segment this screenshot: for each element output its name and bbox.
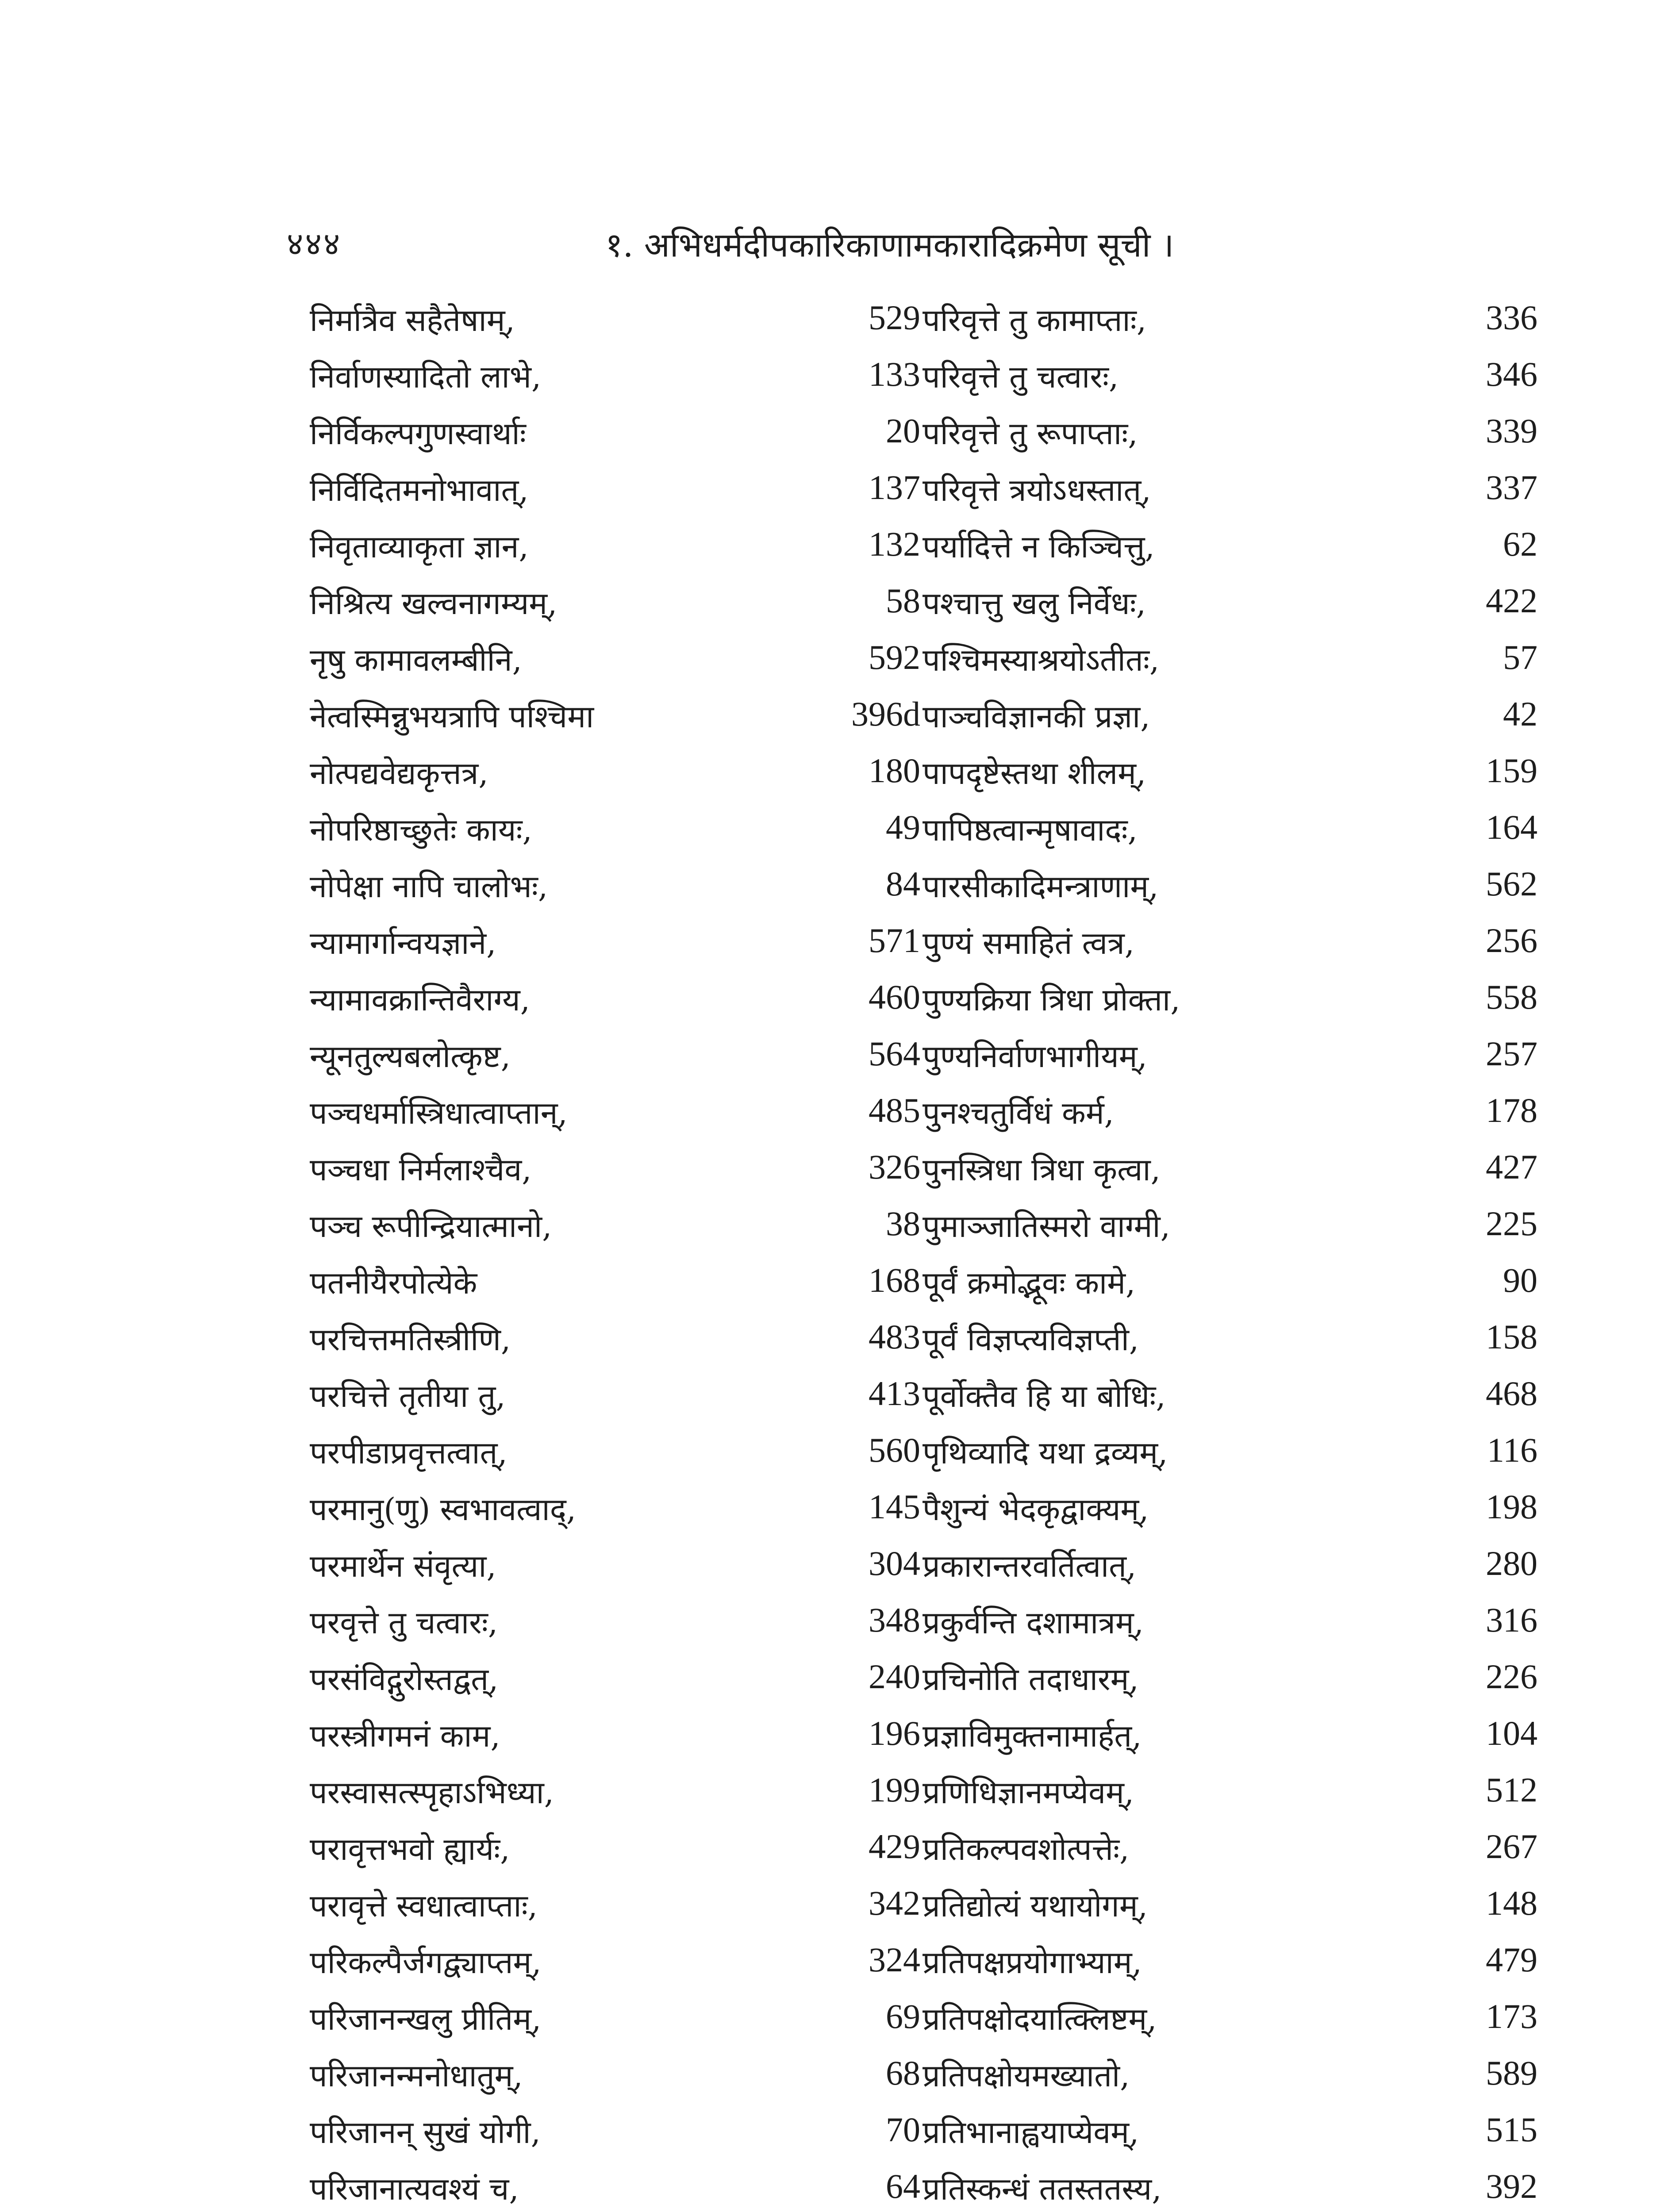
entry-number: 70 xyxy=(886,2110,920,2149)
entry-number: 116 xyxy=(1487,1431,1537,1469)
entry-number: 226 xyxy=(1486,1657,1537,1696)
index-entry xyxy=(922,634,1537,691)
entry-verse: पुण्यक्रिया त्रिधा प्रोक्ता, xyxy=(922,982,1180,1018)
entry-number: 280 xyxy=(1486,1544,1537,1582)
entry-verse: न्यामार्गान्वयज्ञाने, xyxy=(310,925,496,961)
entry-number: 199 xyxy=(869,1770,920,1809)
entry-number: 84 xyxy=(886,864,920,903)
entry-number: 326 xyxy=(869,1148,920,1186)
entry-number: 240 xyxy=(869,1657,920,1696)
index-entry xyxy=(922,860,1537,917)
entry-number: 485 xyxy=(869,1091,920,1129)
entry-verse: पञ्च रूपीन्द्रियात्मानो, xyxy=(310,1208,552,1244)
entry-number: 460 xyxy=(869,978,920,1016)
entry-verse: परमार्थेन संवृत्या, xyxy=(310,1548,496,1584)
index-entry xyxy=(922,2050,1537,2106)
entry-verse: परिजानात्यवश्यं च, xyxy=(310,2171,519,2207)
entry-verse: परस्त्रीगमनं काम, xyxy=(310,1718,500,1754)
entry-number: 348 xyxy=(869,1601,920,1639)
index-entry xyxy=(310,1370,920,1427)
entry-number: 148 xyxy=(1486,1884,1537,1922)
entry-verse: परावृत्तभवो ह्यार्यः, xyxy=(310,1831,510,1867)
entry-verse: पूर्वोक्तैव हि या बोधिः, xyxy=(922,1378,1166,1414)
index-entry xyxy=(922,1653,1537,1710)
entry-verse: प्रतिपक्षप्रयोगाभ्याम्, xyxy=(922,1944,1142,1981)
entry-number: 180 xyxy=(869,751,920,790)
entry-number: 304 xyxy=(869,1544,920,1582)
entry-number: 196 xyxy=(869,1714,920,1752)
entry-verse: पुनश्चतुर्विधं कर्म, xyxy=(922,1095,1114,1131)
entry-verse: पतनीयैरपोत्येके xyxy=(310,1265,477,1301)
index-entry xyxy=(922,1200,1537,1257)
entry-number: 64 xyxy=(886,2167,920,2205)
index-entry xyxy=(310,1200,920,1257)
entry-verse: प्रज्ञाविमुक्तनामार्हत्, xyxy=(922,1718,1142,1754)
index-entry xyxy=(922,1087,1537,1144)
entry-number: 267 xyxy=(1486,1827,1537,1866)
entry-verse: परिजानन् सुखं योगी, xyxy=(310,2114,541,2151)
index-entry xyxy=(310,1087,920,1144)
index-entry xyxy=(922,1936,1537,1993)
entry-verse: पूर्वं क्रमोद्भूवः कामे, xyxy=(922,1265,1136,1301)
entry-number: 422 xyxy=(1486,581,1537,620)
entry-verse: पश्चात्तु खलु निर्वेधः, xyxy=(922,585,1146,622)
page-number: ४४४ xyxy=(287,225,342,262)
index-entry xyxy=(310,1540,920,1597)
entry-verse: पाञ्चविज्ञानकी प्रज्ञा, xyxy=(922,699,1150,735)
index-entry xyxy=(922,2163,1537,2212)
entry-number: 158 xyxy=(1486,1317,1537,1356)
entry-number: 164 xyxy=(1486,808,1537,846)
index-entry xyxy=(310,521,920,577)
entry-number: 324 xyxy=(869,1940,920,1979)
entry-number: 173 xyxy=(1486,1997,1537,2035)
entry-verse: प्रतिस्कन्धं ततस्ततस्य, xyxy=(922,2171,1162,2207)
entry-verse: परिजानन्मनोधातुम्, xyxy=(310,2058,523,2094)
entry-number: 564 xyxy=(869,1034,920,1073)
entry-verse: नोत्पद्यवेद्यकृत्तत्र, xyxy=(310,755,488,791)
entry-verse: निर्विदितमनोभावात्, xyxy=(310,472,529,508)
index-entry xyxy=(310,1257,920,1313)
entry-verse: प्रचिनोति तदाधारम्, xyxy=(922,1661,1139,1697)
entry-number: 38 xyxy=(886,1204,920,1243)
index-entry xyxy=(922,407,1537,464)
page-title: १. अभिधर्मदीपकारिकाणामकारादिक्रमेण सूची । xyxy=(605,225,1174,265)
entry-verse: परस्वासत्स्पृहाऽभिध्या, xyxy=(310,1774,554,1811)
index-entry xyxy=(310,691,920,747)
entry-verse: प्रतिपक्षोदयात्क्लिष्टम्, xyxy=(922,2001,1157,2037)
entry-number: 529 xyxy=(869,298,920,337)
index-entry xyxy=(922,1257,1537,1313)
entry-verse: निर्मात्रैव सहैतेषाम्, xyxy=(310,302,515,338)
entry-verse: पापदृष्टेस्तथा शीलम्, xyxy=(922,755,1146,791)
entry-number: 316 xyxy=(1486,1601,1537,1639)
index-entry xyxy=(310,1030,920,1087)
right-column xyxy=(922,294,1537,2212)
entry-verse: पैशुन्यं भेदकृद्वाक्यम्, xyxy=(922,1491,1149,1528)
entry-number: 145 xyxy=(869,1487,920,1526)
entry-number: 429 xyxy=(869,1827,920,1866)
index-entry xyxy=(310,1936,920,1993)
entry-verse: परवृत्ते तु चत्वारः, xyxy=(310,1605,498,1641)
entry-number: 58 xyxy=(886,581,920,620)
entry-verse: नोपेक्षा नापि चालोभः, xyxy=(310,868,548,905)
entry-number: 198 xyxy=(1486,1487,1537,1526)
entry-number: 396d xyxy=(851,695,920,733)
index-entry xyxy=(310,974,920,1030)
entry-verse: परिवृत्ते तु चत्वारः, xyxy=(922,359,1119,395)
entry-number: 42 xyxy=(1503,695,1537,733)
entry-verse: निर्विकल्पगुणस्वार्थाः xyxy=(310,415,526,452)
entry-verse: पञ्चधर्मास्त्रिधात्वाप्तान्, xyxy=(310,1095,568,1131)
entry-verse: नृषु कामावलम्बीनि, xyxy=(310,642,522,678)
entry-number: 427 xyxy=(1486,1148,1537,1186)
entry-number: 62 xyxy=(1503,525,1537,563)
entry-verse: परिवृत्ते त्रयोऽधस्तात्, xyxy=(922,472,1151,508)
index-entry xyxy=(310,577,920,634)
entry-verse: परचित्ते तृतीया तु, xyxy=(310,1378,506,1414)
entry-number: 483 xyxy=(869,1317,920,1356)
entry-number: 558 xyxy=(1486,978,1537,1016)
entry-number: 336 xyxy=(1486,298,1537,337)
entry-verse: पश्चिमस्याश्रयोऽतीतः, xyxy=(922,642,1160,678)
entry-verse: पुमाञ्जातिस्मरो वाग्मी, xyxy=(922,1208,1170,1244)
entry-number: 178 xyxy=(1486,1091,1537,1129)
entry-number: 592 xyxy=(869,638,920,676)
entry-verse: प्रतिपक्षोयमख्यातो, xyxy=(922,2058,1130,2094)
index-entry xyxy=(310,1653,920,1710)
entry-verse: न्यूनतुल्यबलोत्कृष्ट, xyxy=(310,1038,511,1075)
entry-number: 562 xyxy=(1486,864,1537,903)
entry-number: 20 xyxy=(886,411,920,450)
index-entry xyxy=(922,1144,1537,1200)
index-entry xyxy=(310,860,920,917)
entry-verse: नोपरिष्ठाच्छुतेः कायः, xyxy=(310,812,532,848)
entry-verse: परचित्तमतिस्त्रीणि, xyxy=(310,1321,511,1358)
index-entry xyxy=(310,634,920,691)
index-entry xyxy=(310,294,920,351)
entry-verse: पुण्यं समाहितं त्वत्र, xyxy=(922,925,1134,961)
entry-number: 69 xyxy=(886,1997,920,2035)
entry-number: 132 xyxy=(869,525,920,563)
index-entry xyxy=(310,1427,920,1483)
entry-number: 68 xyxy=(886,2054,920,2092)
index-entry xyxy=(922,1880,1537,1936)
entry-verse: प्रणिधिज्ञानमप्येवम्, xyxy=(922,1774,1134,1811)
index-entry xyxy=(310,407,920,464)
entry-number: 256 xyxy=(1486,921,1537,960)
index-entry xyxy=(922,691,1537,747)
index-entry xyxy=(922,804,1537,860)
entry-verse: प्रतिभानाह्वयाप्येवम्, xyxy=(922,2114,1139,2151)
entry-number: 257 xyxy=(1486,1034,1537,1073)
entry-verse: निवृताव्याकृता ज्ञान, xyxy=(310,529,529,565)
index-entry xyxy=(922,747,1537,804)
index-entry xyxy=(310,804,920,860)
entry-number: 512 xyxy=(1486,1770,1537,1809)
entry-number: 392 xyxy=(1486,2167,1537,2205)
entry-number: 571 xyxy=(869,921,920,960)
entry-verse: पञ्चधा निर्मलाश्चैव, xyxy=(310,1152,532,1188)
index-entry xyxy=(922,974,1537,1030)
entry-verse: पारसीकादिमन्त्राणाम्, xyxy=(922,868,1159,905)
entry-number: 137 xyxy=(869,468,920,507)
left-column xyxy=(310,294,920,2212)
index-entry xyxy=(922,917,1537,974)
page-header xyxy=(0,221,1672,279)
index-entry xyxy=(310,917,920,974)
entry-number: 57 xyxy=(1503,638,1537,676)
index-entry xyxy=(922,1710,1537,1767)
entry-number: 159 xyxy=(1486,751,1537,790)
entry-verse: पृथिव्यादि यथा द्रव्यम्, xyxy=(922,1435,1168,1471)
entry-number: 468 xyxy=(1486,1374,1537,1413)
index-entry xyxy=(310,747,920,804)
entry-verse: प्रकारान्तरवर्तित्वात्, xyxy=(922,1548,1137,1584)
entry-verse: परपीडाप्रवृत्तत्वात्, xyxy=(310,1435,507,1471)
entry-number: 479 xyxy=(1486,1940,1537,1979)
index-entry xyxy=(922,1823,1537,1880)
entry-verse: पर्यादित्ते न किञ्चित्तु, xyxy=(922,529,1155,565)
entry-verse: निर्वाणस्यादितो लाभे, xyxy=(310,359,542,395)
entry-number: 49 xyxy=(886,808,920,846)
index-entry xyxy=(922,1993,1537,2050)
index-entry xyxy=(310,1313,920,1370)
index-entry xyxy=(922,351,1537,407)
index-entry xyxy=(922,1540,1537,1597)
index-entry xyxy=(922,1370,1537,1427)
entry-verse: निश्रित्य खल्वनागम्यम्, xyxy=(310,585,557,622)
index-entry xyxy=(310,2163,920,2212)
index-entry xyxy=(922,2106,1537,2163)
entry-number: 168 xyxy=(869,1261,920,1299)
entry-number: 342 xyxy=(869,1884,920,1922)
index-entry xyxy=(310,1767,920,1823)
entry-number: 589 xyxy=(1486,2054,1537,2092)
index-entry xyxy=(922,1597,1537,1653)
entry-number: 133 xyxy=(869,355,920,393)
entry-number: 337 xyxy=(1486,468,1537,507)
index-entry xyxy=(310,2106,920,2163)
entry-verse: प्रतिद्योत्यं यथायोगम्, xyxy=(922,1888,1148,1924)
index-entry xyxy=(310,2050,920,2106)
entry-verse: पूर्वं विज्ञप्त्यविज्ञप्ती, xyxy=(922,1321,1139,1358)
index-entry xyxy=(310,1993,920,2050)
entry-number: 90 xyxy=(1503,1261,1537,1299)
index-entry xyxy=(310,1483,920,1540)
entry-verse: पापिष्ठत्वान्मृषावादः, xyxy=(922,812,1138,848)
index-entry xyxy=(310,1597,920,1653)
entry-verse: परसंविद्गुरोस्तद्वत्, xyxy=(310,1661,499,1697)
index-entry xyxy=(310,1144,920,1200)
index-entry xyxy=(310,1823,920,1880)
index-entry xyxy=(922,521,1537,577)
entry-verse: परिजानन्खलु प्रीतिम्, xyxy=(310,2001,542,2037)
entry-verse: परावृत्ते स्वधात्वाप्ताः, xyxy=(310,1888,538,1924)
entry-verse: प्रतिकल्पवशोत्पत्तेः, xyxy=(922,1831,1130,1867)
index-entry xyxy=(310,351,920,407)
index-entry xyxy=(310,1710,920,1767)
entry-number: 515 xyxy=(1486,2110,1537,2149)
index-entry xyxy=(310,464,920,521)
entry-number: 339 xyxy=(1486,411,1537,450)
entry-number: 225 xyxy=(1486,1204,1537,1243)
entry-verse: परिवृत्ते तु कामाप्ताः, xyxy=(922,302,1147,338)
index-entry xyxy=(922,1767,1537,1823)
entry-number: 346 xyxy=(1486,355,1537,393)
index-entry xyxy=(922,294,1537,351)
index-entry xyxy=(922,1313,1537,1370)
index-entry xyxy=(922,464,1537,521)
index-entry xyxy=(310,1880,920,1936)
entry-verse: पुण्यनिर्वाणभागीयम्, xyxy=(922,1038,1147,1075)
entry-verse: परिवृत्ते तु रूपाप्ताः, xyxy=(922,415,1138,452)
entry-number: 413 xyxy=(869,1374,920,1413)
entry-number: 560 xyxy=(869,1431,920,1469)
entry-verse: प्रकुर्वन्ति दशामात्रम्, xyxy=(922,1605,1144,1641)
entry-verse: पुनस्त्रिधा त्रिधा कृत्वा, xyxy=(922,1152,1161,1188)
entry-number: 104 xyxy=(1486,1714,1537,1752)
index-entry xyxy=(922,1427,1537,1483)
index-entry xyxy=(922,577,1537,634)
entry-verse: नेत्वस्मिन्नुभयत्रापि पश्चिमा xyxy=(310,699,594,735)
entry-verse: परमानु(णु) स्वभावत्वाद्, xyxy=(310,1491,577,1528)
entry-verse: परिकल्पैर्जगद्व्याप्तम्, xyxy=(310,1944,542,1981)
index-entry xyxy=(922,1483,1537,1540)
index-entry xyxy=(922,1030,1537,1087)
entry-verse: न्यामावक्रान्तिवैराग्य, xyxy=(310,982,530,1018)
